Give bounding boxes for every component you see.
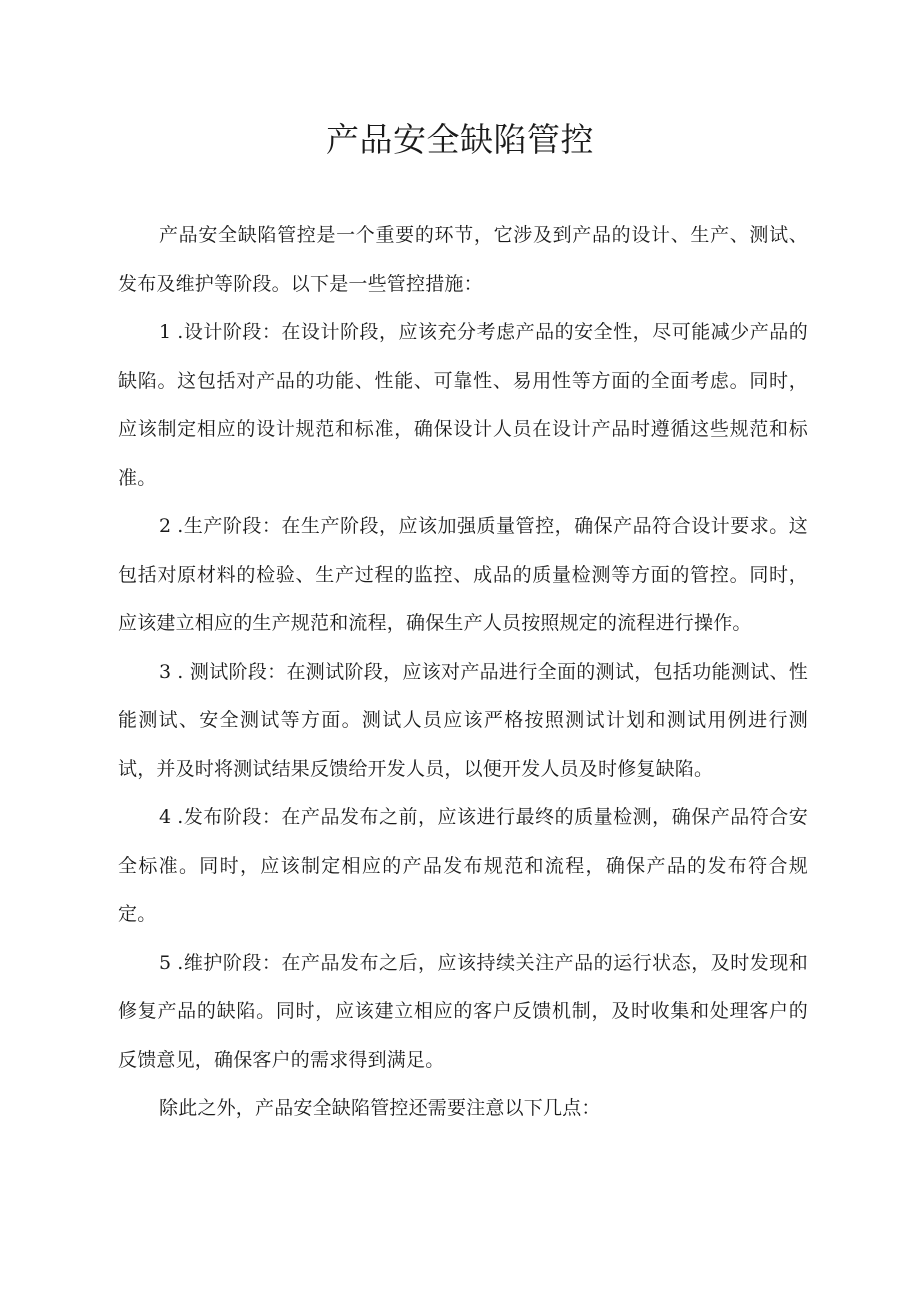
list-item-text: .维护阶段：在产品发布之后，应该持续关注产品的运行状态，及时发现和修复产品的缺陷。同时，应该建立相应的客户反馈机制，及时收集和处理客户的反馈意见，确保客户的需求得到满足。 <box>118 951 808 1071</box>
list-item-text: .设计阶段：在设计阶段，应该充分考虑产品的安全性，尽可能减少产品的缺陷。这包括对产品的功能、性能、可靠性、易用性等方面的全面考虑。同时，应该制定相应的设计规范和标准，确保设计人员在设计产品时遵循这些规范和标准。 <box>118 321 808 489</box>
list-item-design <box>118 308 808 502</box>
list-item-number: 5 <box>159 951 172 974</box>
list-item-number: 2 <box>159 515 172 537</box>
intro-paragraph: 产品安全缺陷管控是一个重要的环节，它涉及到产品的设计、生产、测试、发布及维护等阶段。以下是一些管控措施： <box>118 224 808 295</box>
closing-paragraph: 除此之外，产品安全缺陷管控还需要注意以下几点： <box>159 1097 601 1119</box>
list-item-release <box>118 793 808 939</box>
list-item-number: 3 <box>159 660 172 683</box>
list-item-text: .发布阶段：在产品发布之前，应该进行最终的质量检测，确保产品符合安全标准。同时，应该制定相应的产品发布规范和流程，确保产品的发布符合规定。 <box>118 806 808 925</box>
list-item-testing <box>118 648 808 794</box>
list-item-maintenance <box>118 939 808 1085</box>
list-item-text: .生产阶段：在生产阶段，应该加强质量管控，确保产品符合设计要求。这包括对原材料的检验、生产过程的监控、成品的质量检测等方面的管控。同时，应该建立相应的生产规范和流程，确保生产人员按照规定的流程进行操作。 <box>118 515 808 634</box>
list-item-number: 1 <box>159 321 172 343</box>
list-item-text: . 测试阶段：在测试阶段，应该对产品进行全面的测试，包括功能测试、性能测试、安全测试等方面。测试人员应该严格按照测试计划和测试用例进行测试，并及时将测试结果反馈给开发人员，以便开发人员及时修复缺陷。 <box>118 660 808 780</box>
list-item-production <box>118 502 808 648</box>
document-body <box>118 211 808 1133</box>
list-item-number: 4 <box>159 806 172 828</box>
page-title: 产品安全缺陷管控 <box>326 120 594 159</box>
